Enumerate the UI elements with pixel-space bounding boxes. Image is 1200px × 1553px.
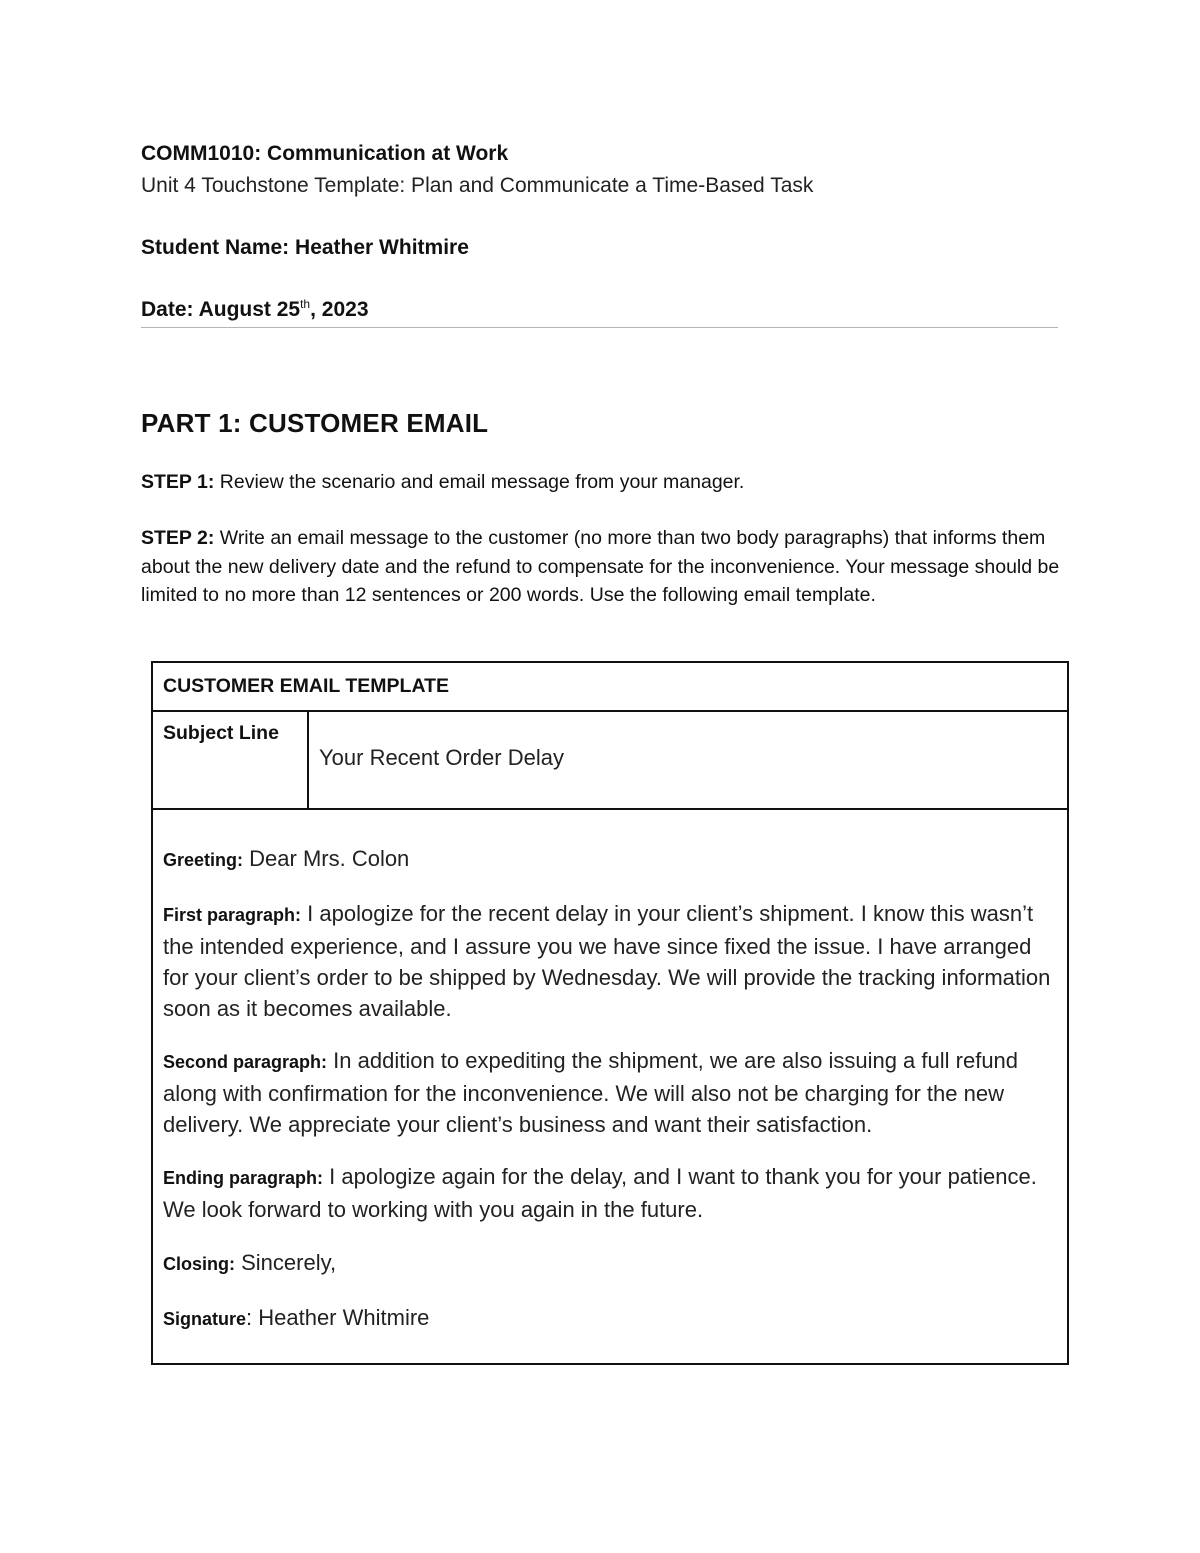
customer-email-template-table bbox=[151, 661, 1069, 1365]
step-2-label: STEP 2: bbox=[141, 527, 215, 549]
date-year: , 2023 bbox=[310, 298, 369, 321]
date-value: August 25 bbox=[198, 298, 301, 321]
signature-text: : Heather Whitmire bbox=[246, 1305, 430, 1330]
template-title-row bbox=[153, 663, 1067, 712]
step-1-instruction bbox=[141, 471, 744, 494]
greeting-label: Greeting: bbox=[163, 850, 244, 870]
student-name-label: Student Name: bbox=[141, 236, 290, 259]
subject-line-row bbox=[153, 710, 1067, 810]
ending-paragraph-field bbox=[163, 1161, 1053, 1225]
closing-text: Sincerely, bbox=[241, 1250, 337, 1275]
second-paragraph-label: Second paragraph: bbox=[163, 1052, 328, 1072]
second-paragraph-field bbox=[163, 1045, 1053, 1140]
header-divider bbox=[141, 327, 1058, 328]
template-title: CUSTOMER EMAIL TEMPLATE bbox=[163, 675, 450, 697]
signature-field bbox=[163, 1302, 1053, 1335]
subject-label-cell bbox=[153, 710, 309, 808]
date-ordinal-suffix: th bbox=[300, 297, 311, 311]
greeting-field bbox=[163, 843, 1053, 876]
subject-line-label: Subject Line bbox=[163, 722, 279, 744]
first-paragraph-text: I apologize for the recent delay in your client’s shipment. I know this wasn’t the intended experience, and I assure you we have since fixed the issue. I have arranged for your client’s order to be shipped by Wednesday. We will provide the tracking information soon as it becomes available. bbox=[163, 901, 1051, 1021]
first-paragraph-field bbox=[163, 898, 1053, 1024]
date-label: Date: bbox=[141, 298, 194, 321]
closing-label: Closing: bbox=[163, 1254, 235, 1274]
step-1-text: Review the scenario and email message from your manager. bbox=[219, 471, 745, 493]
step-2-text: Write an email message to the customer (no more than two body paragraphs) that informs them about the new delivery date and the refund to compensate for the inconvenience. Your message should be limited to no more than 12 sentences or 200 words. Use the following email template. bbox=[141, 527, 1060, 606]
date-line bbox=[141, 298, 369, 322]
ending-paragraph-text: I apologize again for the delay, and I want to thank you for your patience. We look forward to working with you again in the future. bbox=[163, 1164, 1037, 1222]
step-2-instruction bbox=[141, 524, 1071, 610]
ending-paragraph-label: Ending paragraph: bbox=[163, 1168, 324, 1188]
student-name-line bbox=[141, 236, 469, 260]
signature-label: Signature bbox=[163, 1309, 247, 1329]
step-1-label: STEP 1: bbox=[141, 471, 215, 493]
greeting-text: Dear Mrs. Colon bbox=[249, 846, 410, 871]
closing-field bbox=[163, 1247, 1053, 1280]
subject-line-value: Your Recent Order Delay bbox=[319, 745, 564, 770]
email-body-cell bbox=[153, 810, 1067, 1363]
first-paragraph-label: First paragraph: bbox=[163, 905, 302, 925]
document-subtitle: Unit 4 Touchstone Template: Plan and Communicate a Time-Based Task bbox=[141, 174, 814, 197]
second-paragraph-text: In addition to expediting the shipment, we are also issuing a full refund along with confirmation for the inconvenience. We will also not be charging for the new delivery. We appreciate your client’s business and want their satisfaction. bbox=[163, 1048, 1019, 1137]
course-title: COMM1010: Communication at Work bbox=[141, 142, 509, 165]
student-name-value: Heather Whitmire bbox=[295, 236, 469, 259]
part-heading: PART 1: CUSTOMER EMAIL bbox=[141, 408, 489, 438]
